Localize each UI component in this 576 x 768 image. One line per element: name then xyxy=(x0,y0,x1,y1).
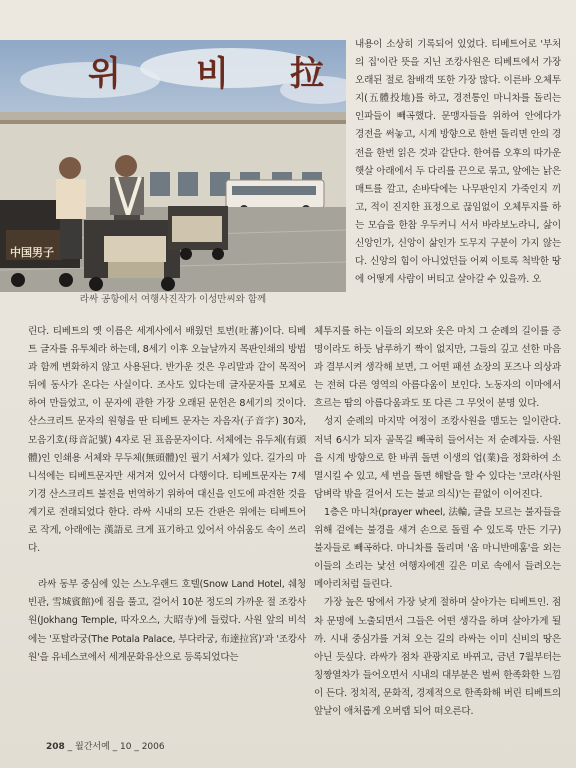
cart-label: 中国男子 xyxy=(10,246,54,259)
text-column-right-top xyxy=(355,36,561,289)
paragraph: 성지 순례의 마지막 여정이 조캉사원을 맴도는 일이란다. 저녁 6시가 되자 골목길 빼곡히 들어서는 저 순례자들. 사원을 시계 방향으로 한 바퀴 돌면 이생의 업(業)을 정화하여 소멸시킬 수 있고, 세 번을 돌면 해탈을 할 수 있다는 '코라(사원 담벼락 밖을 걸어서 도는 불교 의식)'는 끝없이 이어진다. xyxy=(314,416,561,500)
airport-sign-char: 비 xyxy=(196,54,231,94)
photo-caption: 라싸 공항에서 여행사진작가 이성만씨와 함께 xyxy=(79,294,267,305)
text-column-right-bottom xyxy=(314,323,561,721)
page-footer xyxy=(46,739,165,752)
airport-sign-char: 拉 xyxy=(290,54,326,94)
paragraph: 가장 높은 땅에서 가장 낮게 절하며 살아가는 티베트인. 점차 문명에 노출되면서 그들은 어떤 생각을 하며 살아가게 될까. 시내 중심가를 거쳐 오는 길의 라싸는 이미 신비의 땅은 아닌 듯싶다. 라싸가 점차 관광지로 바뀌고, 금년 7월부터는 칭짱열차가 들어오면서 시내의 대부분은 벌써 한족화한 느낌이 든다. 정치적, 문화적, 경제적으로 한족화해 버린 티베트의 앞날이 애처롭게 오버랩 되어 떠오른다. xyxy=(314,597,561,717)
page-number: 208 xyxy=(46,742,65,752)
paragraph: 1층은 마니차(prayer wheel, 法輪, 글을 모르는 불자들을 위해 겉에는 불경을 새겨 손으로 돌릴 수 있도록 만든 기구) 불자들로 빼곡하다. 마니차를 돌리며 '옴 마니반메훔'을 외는 이들의 소리는 낯선 여행자에겐 깊은 미로 속에서 들려오는 메아리처럼 들린다. xyxy=(314,506,561,591)
text-column-left xyxy=(28,323,306,667)
paragraph: 린다. 티베트의 옛 이름은 세계사에서 배웠던 토번(吐蕃)이다. 티베트 글자를 유투체라 하는데, 8세기 이후 오늘날까지 목판인쇄의 방법과 함께 변화하지 않고 사용된다. 반가운 것은 우리말과 같이 목적어 뒤에 동사가 온다는 사실이다. 조사도 있다는데 글자문자를 모체로 하여 만들었고, 이 문자에 관한 가장 오래된 문헌은 8세기의 것이다. 산스크리트 문자의 원형을 딴 티베트 문자는 자음자(子音字) 30자, 모음기호(母音記號) 4자로 된 표음문자이다. 서체에는 유두체(有頭體)인 인쇄용 서체와 무두체(無頭體)인 필기 서체가 있다. 길가의 마니석에는 티베트문자만 새겨져 있어서 다행이다. 티베트문자는 7세기경 산스크리트 불전을 번역하기 위하여 대신을 인도에 파견한 것을 계기로 전래되었다 한다. 라싸 시내의 모든 간판은 위에는 티베트어로 작게, 아래에는 漢語로 크게 표기하고 있어서 아쉬움도 속이 쓰리다. xyxy=(28,326,306,555)
paragraph: 체투지를 하는 이들의 외모와 옷은 마치 그 순례의 길이를 증명이라도 하듯 남루하기 짝이 없지만, 그들의 깊고 선한 마음과 결부시켜 생각해 보면, 그 어떤 패션 쇼장의 포즈나 의상과는 전혀 다른 영역의 아름다움이 보인다. 노동자의 이마에서 흐르는 땀의 아름다움과도 또 다른 그 무엇이 분명 있다. xyxy=(314,326,561,410)
photo-lhasa-airport xyxy=(0,40,346,292)
paragraph: 내용이 소상히 기록되어 있었다. 티베트어로 '부처의 집'이란 뜻을 지닌 조캉사원은 티베트에서 가장 오래된 절로 참배객 또한 가장 많다. 이른바 오체투지(五體投地)를 하고, 경전통인 마니차를 돌리는 인파들이 빼곡했다. 문맹자들을 위하여 안에다가 경전을 써놓고, 시계 방향으로 한번 돌리면 안의 경전을 한번 읽은 것과 같단다. 한여름 오후의 따가운 햇살 아래에서 두 다리를 끈으로 묶고, 앞에는 낡은 매트를 깔고, 손바닥에는 나무판인지 가죽인지 끼고, 적이 진지한 표정으로 끊임없이 오체투지를 하는 모습을 한참 우두커니 서서 바라보노라니, 삶이 신앙인가, 신앙이 삶인가 도무지 구분이 가지 않는다. 신앙의 힘이 아니었던들 어찌 이토록 척박한 땅에 어떻게 사람이 버티고 살아갈 수 있을까. 오 xyxy=(355,39,561,286)
magazine-issue: _ 월간서예 _ 10 _ 2006 xyxy=(67,742,165,752)
paragraph: 라싸 동부 중심에 있는 스노우랜드 호텔(Snow Land Hotel, 쉐청빈관, 雪城賓館)에 짐을 풀고, 걸어서 10분 정도의 가까운 절 조캉사원(Jokhang Temple, 따자오스, 大昭寺)에 들렀다. 사원 앞의 비석에는 '포탈라궁(The Potala Palace, 부다라궁, 布達拉宮)'과 '조캉사원'을 유네스코에서 세계문화유산으로 등록되었다는 xyxy=(28,579,306,663)
airport-sign-char: 위 xyxy=(88,54,123,94)
